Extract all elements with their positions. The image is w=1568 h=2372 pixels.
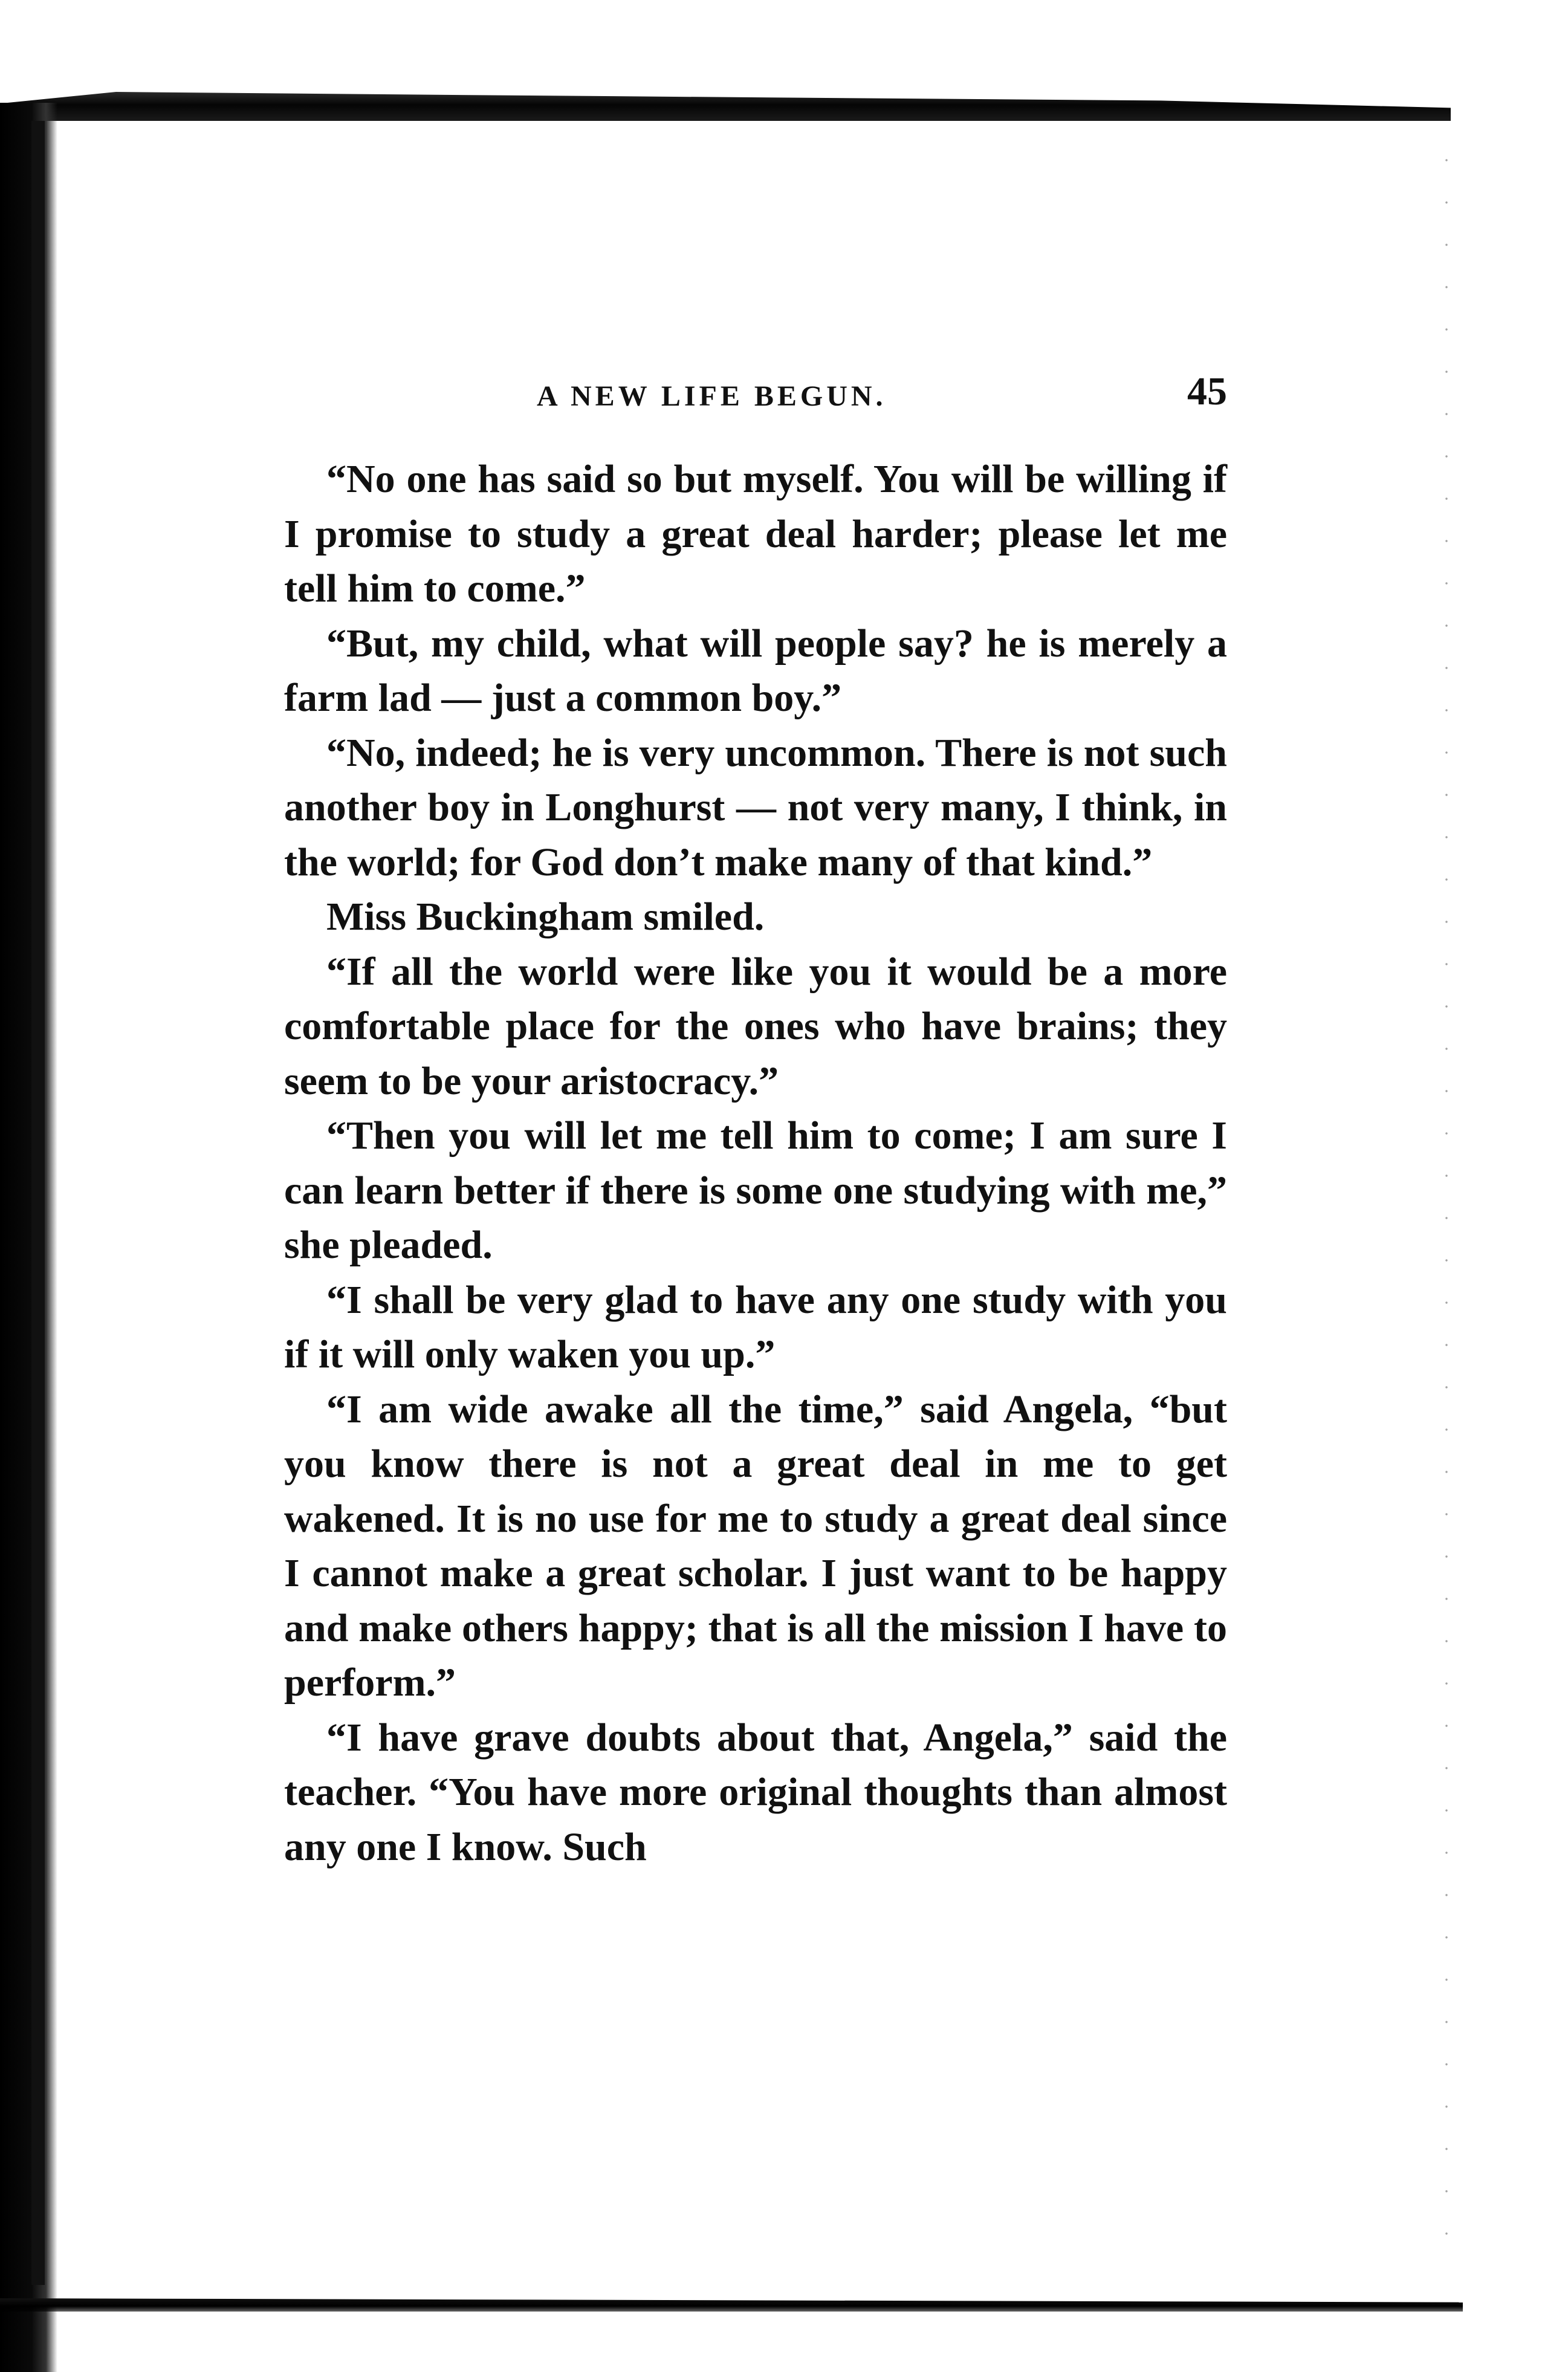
paragraph: Miss Buckingham smiled.	[326, 895, 765, 939]
scan-border-bottom	[0, 2298, 1463, 2312]
paragraph: “No, indeed; he is very uncommon. There is not such another boy in Longhurst — not very many, I think, in the world; for God don’t make many of that kind.”	[284, 730, 1227, 884]
book-page	[284, 369, 1227, 1875]
running-head	[284, 369, 1227, 423]
paragraph: “I have grave doubts about that, Angela,” said the teacher. “You have more original thoughts than almost any one I know. Such	[284, 1715, 1227, 1869]
scan-noise-right	[1445, 139, 1448, 2255]
scan-border-left	[0, 103, 57, 2372]
scan-border-left-inner	[31, 121, 45, 2285]
body-text	[284, 452, 1227, 1875]
paragraph: “No one has said so but myself. You will be willing if I promise to study a great deal harder; please let me tell him to come.”	[284, 457, 1227, 611]
paragraph: “I am wide awake all the time,” said Angela, “but you know there is not a great deal in me to get wakened. It is no use for me to study a great deal since I cannot make a great scholar. I just want to be happy and make others happy; that is all the mission I have to perform.”	[284, 1387, 1227, 1705]
paragraph: “I shall be very glad to have any one study with you if it will only waken you up.”	[284, 1277, 1227, 1376]
running-title: A NEW LIFE BEGUN.	[537, 380, 887, 412]
page-number: 45	[1187, 369, 1227, 413]
paragraph: “Then you will let me tell him to come; I am sure I can learn better if there is some one studying with me,” she pleaded.	[284, 1113, 1227, 1267]
scan-border-top	[0, 92, 1451, 121]
paragraph: “If all the world were like you it would be a more comfortable place for the ones who have brains; they seem to be your aristocracy.”	[284, 949, 1227, 1103]
paragraph: “But, my child, what will people say? he is merely a farm lad — just a common boy.”	[284, 621, 1227, 720]
